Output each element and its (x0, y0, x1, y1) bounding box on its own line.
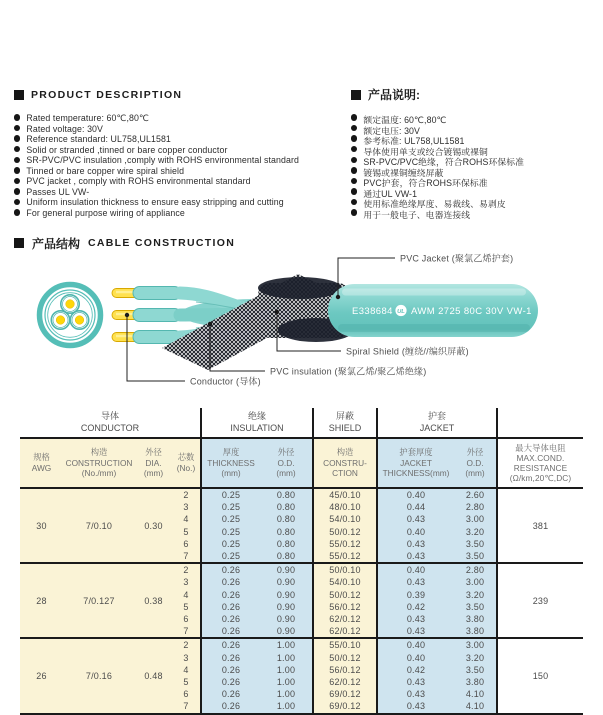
bullet-item (351, 155, 601, 166)
product-description-cn-section (351, 88, 601, 218)
svg-text:UL: UL (397, 309, 405, 315)
core-left (51, 311, 69, 329)
bullet-icon (14, 146, 20, 152)
table-row-group (20, 639, 583, 714)
column-header: 构造 CONSTRUCTION (No./mm) (63, 439, 135, 487)
bullet-icon (351, 157, 357, 163)
ins_od-column: 1.00 1.00 1.00 1.00 1.00 1.00 (260, 639, 314, 712)
bullet-item (14, 197, 350, 208)
bullet-icon (351, 188, 357, 194)
bullet-text: PVC护套，符合ROHS环保标准 (363, 178, 488, 189)
square-bullet-icon (14, 90, 24, 100)
bullet-item (351, 176, 601, 187)
column-header: 外径 O.D. (mm) (260, 439, 314, 487)
bullet-text: 通过UL VW-1 (363, 188, 418, 199)
bullet-text: 用于一般电子、电器连接线 (363, 209, 471, 220)
bullet-text: 额定温度: 60℃,80℃ (363, 115, 447, 125)
group-header-conductor: 导体 CONDUCTOR (20, 408, 202, 437)
awm-marking: AWM 2725 80C 30V VW-1 (411, 306, 532, 317)
shield-label: Spiral Shield (缠绕//编织屏蔽) (346, 346, 469, 357)
bullet-item (351, 113, 601, 124)
dia-cell: 0.30 (135, 489, 172, 562)
bullet-icon (351, 199, 357, 205)
column-header: 芯数 (No.) (172, 439, 202, 487)
construction-cell: 7/0.16 (63, 639, 135, 712)
bullet-text: 镀锡或裸铜缠绕屏蔽 (363, 167, 444, 178)
bullet-text: Reference standard: UL758,UL1581 (26, 134, 171, 145)
awg-cell: 30 (20, 489, 63, 562)
cable-construction-heading (14, 236, 235, 250)
spec-table (20, 408, 583, 715)
group-header-jacket: 护套 JACKET (378, 408, 498, 437)
bullet-text: PVC jacket , comply with ROHS environmental standard (26, 176, 251, 187)
awg-cell: 26 (20, 639, 63, 712)
resistance-cell: 150 (532, 670, 549, 681)
bullet-text: 导体使用单支或绞合镀锡或裸铜 (363, 146, 488, 157)
cores-column: 2 3 4 5 6 7 (172, 639, 202, 712)
bullet-text: Passes UL VW- (26, 186, 90, 197)
bullet-icon (14, 125, 20, 131)
bullet-text: For general purpose wiring of appliance (26, 207, 185, 218)
bullet-item (14, 187, 350, 198)
pvc-jacket (328, 284, 538, 337)
bullet-icon (14, 199, 20, 205)
bullet-text: 使用标准绝缘厚度、易裁线、易剥皮 (363, 199, 506, 210)
construction-cell: 7/0.127 (63, 564, 135, 637)
column-header: 外径 DIA. (mm) (135, 439, 172, 487)
bullet-text: Rated temperature: 60℃,80℃ (26, 113, 149, 123)
bullet-item (14, 134, 350, 145)
cable-cross-section (40, 285, 101, 346)
section-title: PRODUCT DESCRIPTION (31, 88, 183, 101)
bullet-list-en (14, 113, 350, 218)
cable-construction-diagram (0, 250, 603, 400)
ins_t-column: 0.26 0.26 0.26 0.26 0.26 0.26 (202, 639, 260, 712)
ins_od-column: 0.90 0.90 0.90 0.90 0.90 0.90 (260, 564, 314, 637)
product-description-cn-heading (351, 88, 601, 101)
jacket-marking (352, 305, 532, 317)
dia-cell: 0.38 (135, 564, 172, 637)
bullet-icon (14, 135, 20, 141)
bullet-item (14, 166, 350, 177)
group-header-insulation: 绝缘 INSULATION (202, 408, 314, 437)
jkt_t-column: 0.40 0.44 0.43 0.40 0.43 0.43 (378, 489, 454, 562)
bullet-text: SR-PVC/PVC绝缘，符合ROHS环保标准 (363, 157, 525, 168)
column-header: 规格 AWG (20, 439, 63, 487)
square-bullet-icon (351, 90, 361, 100)
shield-column: 50/0.10 54/0.10 50/0.12 56/0.12 62/0.12 62/0.12 (314, 564, 378, 637)
dia-cell: 0.48 (135, 639, 172, 712)
bullet-item (14, 124, 350, 135)
section-title: 产品说明: (368, 88, 420, 102)
core-right (70, 311, 88, 329)
bullet-icon (351, 209, 357, 215)
bullet-icon (351, 178, 357, 184)
insulation-label: PVC insulation (聚氯乙烯/聚乙烯绝缘) (270, 366, 427, 377)
table-group-header-row (20, 408, 583, 439)
jkt_t-column: 0.40 0.43 0.39 0.42 0.43 0.43 (378, 564, 454, 637)
square-bullet-icon (14, 238, 24, 248)
ul-logo-icon (395, 305, 406, 316)
construction-cell: 7/0.10 (63, 489, 135, 562)
resistance-cell: 239 (532, 595, 549, 606)
bullet-item (351, 134, 601, 145)
bullet-item (14, 155, 350, 166)
bullet-list-cn (351, 113, 601, 218)
ins_t-column: 0.25 0.25 0.25 0.25 0.25 0.25 (202, 489, 260, 562)
section-title-en: CABLE CONSTRUCTION (88, 237, 236, 249)
stripped-conductors (112, 287, 181, 344)
bullet-icon (351, 167, 357, 173)
table-row-group (20, 564, 583, 639)
bullet-text: 额定电压: 30V (363, 125, 421, 136)
conductor-label: Conductor (导体) (190, 376, 261, 387)
jkt_t-column: 0.40 0.40 0.42 0.43 0.43 0.43 (378, 639, 454, 712)
bullet-icon (14, 157, 20, 163)
bullet-item (14, 145, 350, 156)
bullet-item (351, 197, 601, 208)
awg-cell: 28 (20, 564, 63, 637)
bullet-item (14, 208, 350, 219)
table-row-group (20, 489, 583, 564)
bullet-icon (14, 167, 20, 173)
section-title-cn: 产品结构 (32, 236, 81, 251)
bullet-text: SR-PVC/PVC insulation ,comply with ROHS environmental standard (26, 155, 300, 166)
table-sub-header-row (20, 439, 583, 489)
bullet-item (14, 113, 350, 124)
column-header: 最大导体电阻 MAX.COND. RESISTANCE (Ω/km,20℃,DC) (509, 442, 572, 484)
product-description-heading (14, 88, 350, 101)
jacket-label: PVC Jacket (聚氯乙烯护套) (400, 253, 514, 264)
bullet-text: Rated voltage: 30V (26, 123, 104, 134)
ins_od-column: 0.80 0.80 0.80 0.80 0.80 0.80 (260, 489, 314, 562)
shield-column: 45/0.10 48/0.10 54/0.10 50/0.12 55/0.12 55/0.12 (314, 489, 378, 562)
group-header-empty (498, 408, 583, 437)
bullet-icon (14, 209, 20, 215)
bullet-item (351, 124, 601, 135)
column-header: 外径 O.D. (mm) (454, 439, 498, 487)
product-description-section (14, 88, 350, 218)
bullet-text: Solid or stranded ,tinned or bare copper conductor (26, 144, 228, 155)
bullet-text: Uniform insulation thickness to ensure easy stripping and cutting (26, 197, 284, 208)
shield-column: 55/0.10 50/0.12 56/0.12 62/0.12 69/0.12 69/0.12 (314, 639, 378, 712)
column-header: 厚度 THICKNESS (mm) (202, 439, 260, 487)
bullet-text: Tinned or bare copper wire spiral shield (26, 165, 185, 176)
column-header: 构造 CONSTRU- CTION (314, 439, 378, 487)
group-header-shield: 屏蔽 SHIELD (314, 408, 378, 437)
bullet-icon (14, 178, 20, 184)
ul-file-number: E338684 (352, 306, 393, 317)
jkt_od-column: 2.60 2.80 3.00 3.20 3.50 3.50 (454, 489, 498, 562)
cores-column: 2 3 4 5 6 7 (172, 564, 202, 637)
ins_t-column: 0.26 0.26 0.26 0.26 0.26 0.26 (202, 564, 260, 637)
bullet-item (351, 145, 601, 156)
bullet-icon (14, 188, 20, 194)
bullet-text: 参考标准: UL758,UL1581 (363, 136, 465, 147)
bullet-icon (351, 125, 357, 131)
bullet-icon (14, 114, 20, 120)
cores-column: 2 3 4 5 6 7 (172, 489, 202, 562)
core-top (61, 295, 79, 313)
jkt_od-column: 2.80 3.00 3.20 3.50 3.80 3.80 (454, 564, 498, 637)
resistance-cell: 381 (532, 520, 549, 531)
column-header: 护套厚度 JACKET THICKNESS(mm) (378, 439, 454, 487)
bullet-icon (351, 146, 357, 152)
jkt_od-column: 3.00 3.20 3.50 3.80 4.10 4.10 (454, 639, 498, 712)
table-body (20, 489, 583, 715)
bullet-icon (351, 114, 357, 120)
bullet-icon (351, 135, 357, 141)
bullet-item (14, 176, 350, 187)
